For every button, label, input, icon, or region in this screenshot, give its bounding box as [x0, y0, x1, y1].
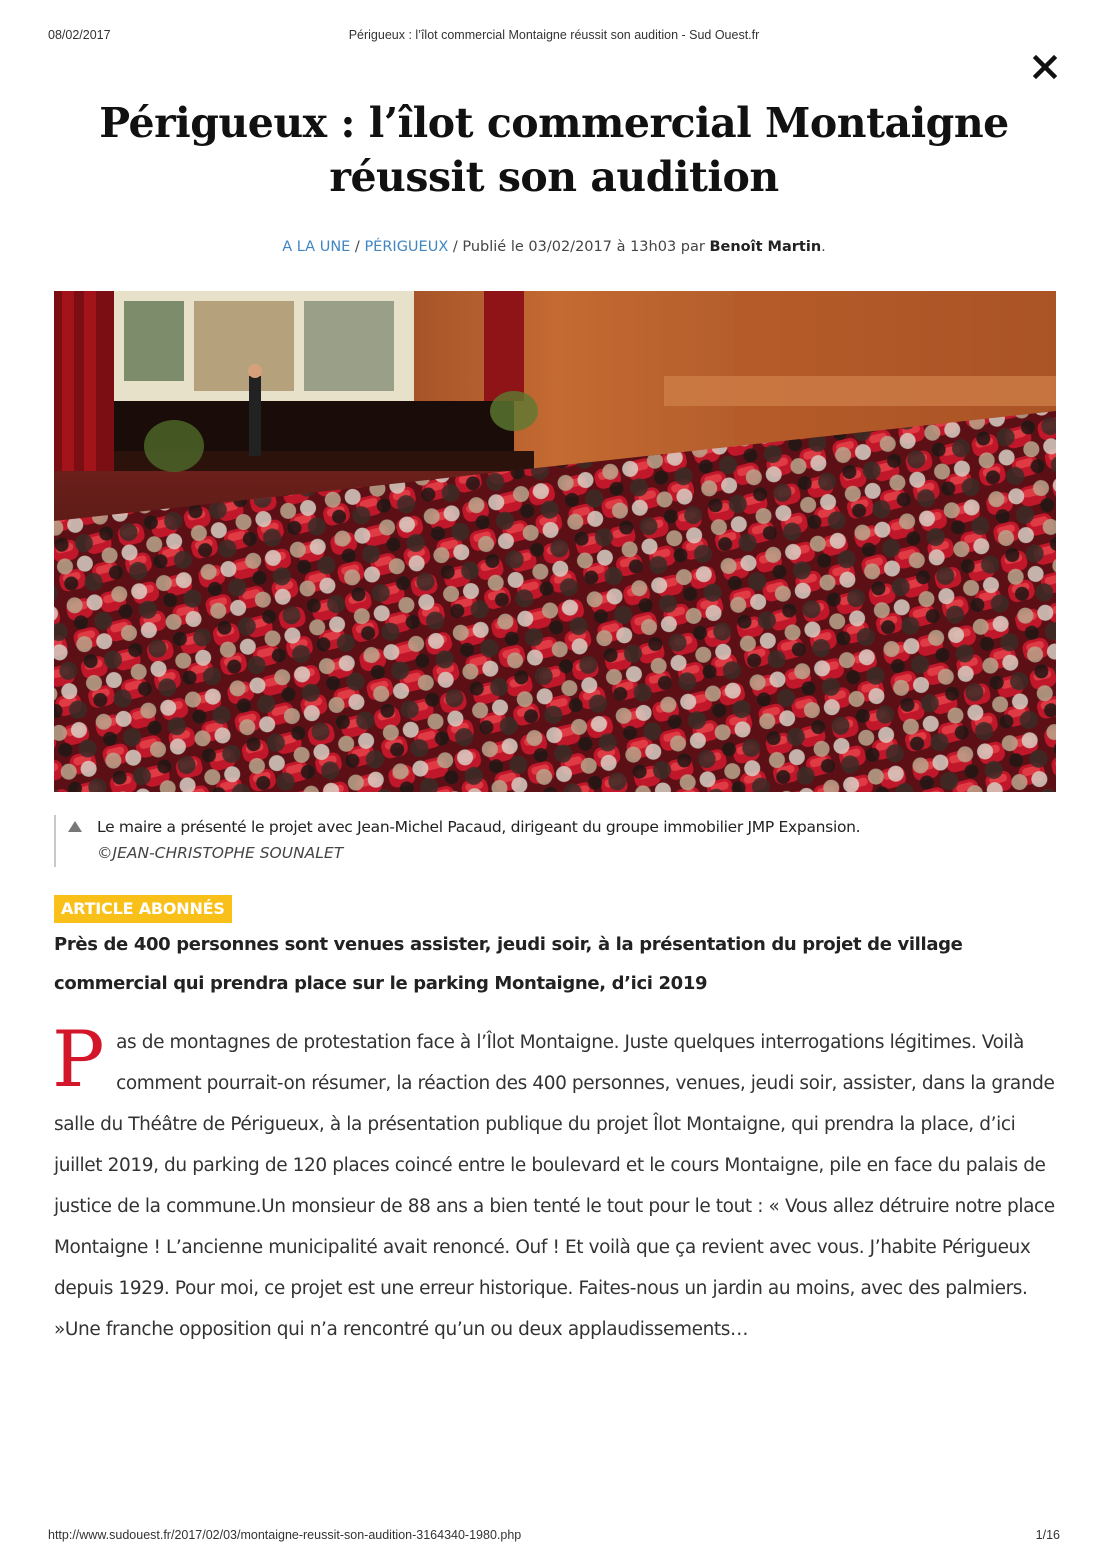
article-headline [54, 96, 1054, 204]
meta-period: . [821, 239, 826, 255]
article-meta [0, 239, 1108, 255]
article-photo [54, 291, 1056, 792]
theatre-audience-image [54, 291, 1056, 792]
close-button[interactable] [1026, 48, 1064, 86]
article-lead: Près de 400 personnes sont venues assister, jeudi soir, à la présentation du projet de village commercial qui prendra place sur le parking Montaigne, d’ici 2019 [54, 934, 963, 994]
photo-caption [54, 815, 1056, 867]
published-date: / Publié le 03/02/2017 à 13h03 par [448, 239, 710, 255]
meta-separator: / [350, 239, 365, 255]
subscriber-badge: ARTICLE ABONNÉS [54, 895, 232, 923]
caption-text: Le maire a présenté le projet avec Jean-Michel Pacaud, dirigeant du groupe immobilier JMP Expansion. [97, 818, 861, 836]
article-body-text: as de montagnes de protestation face à l’Îlot Montaigne. Juste quelques interrogations légitimes. Voilà comment pourrait-on résumer, la réaction des 400 personnes, venues, jeudi soir, assister, dans la grande salle du Théâtre de Périgueux, à la présentation publique du projet Îlot Montaigne, qui prendra la place, d’ici juillet 2019, du parking de 120 places coincé entre le boulevard et le cours Montaigne, pile en face du palais de justice de la commune.Un monsieur de 88 ans a bien tenté le tout pour le tout : « Vous allez détruire notre place Montaigne ! L’ancienne municipalité avait renoncé. Ouf ! Et voilà que ça revient avec vous. J’habite Périgueux depuis 1929. Pour moi, ce projet est une erreur historique. Faites-nous un jardin au moins, avec des palmiers. »Une franche opposition qui n’a rencontré qu’un ou deux applaudissements… [54, 1032, 1055, 1340]
headline-line-1: Périgueux : l’îlot commercial Montaigne [99, 99, 1009, 147]
print-date: 08/02/2017 [48, 28, 111, 42]
triangle-up-icon [68, 821, 82, 832]
drop-cap: P [52, 1015, 105, 1105]
headline-line-2: réussit son audition [329, 153, 779, 201]
author-name: Benoît Martin [709, 239, 822, 255]
category-link-a-la-une[interactable]: A LA UNE [282, 239, 351, 255]
print-document-title: Périgueux : l’îlot commercial Montaigne réussit son audition - Sud Ouest.fr [348, 28, 760, 42]
page-number: 1/16 [1035, 1528, 1060, 1542]
close-icon [1026, 48, 1064, 86]
page-url: http://www.sudouest.fr/2017/02/03/montaigne-reussit-son-audition-3164340-1980.php [48, 1528, 522, 1542]
print-header [48, 28, 1060, 46]
photo-credit: ©JEAN-CHRISTOPHE SOUNALET [97, 844, 344, 862]
category-link-perigueux[interactable]: PÉRIGUEUX [364, 239, 449, 255]
article-body [52, 1015, 1058, 1350]
